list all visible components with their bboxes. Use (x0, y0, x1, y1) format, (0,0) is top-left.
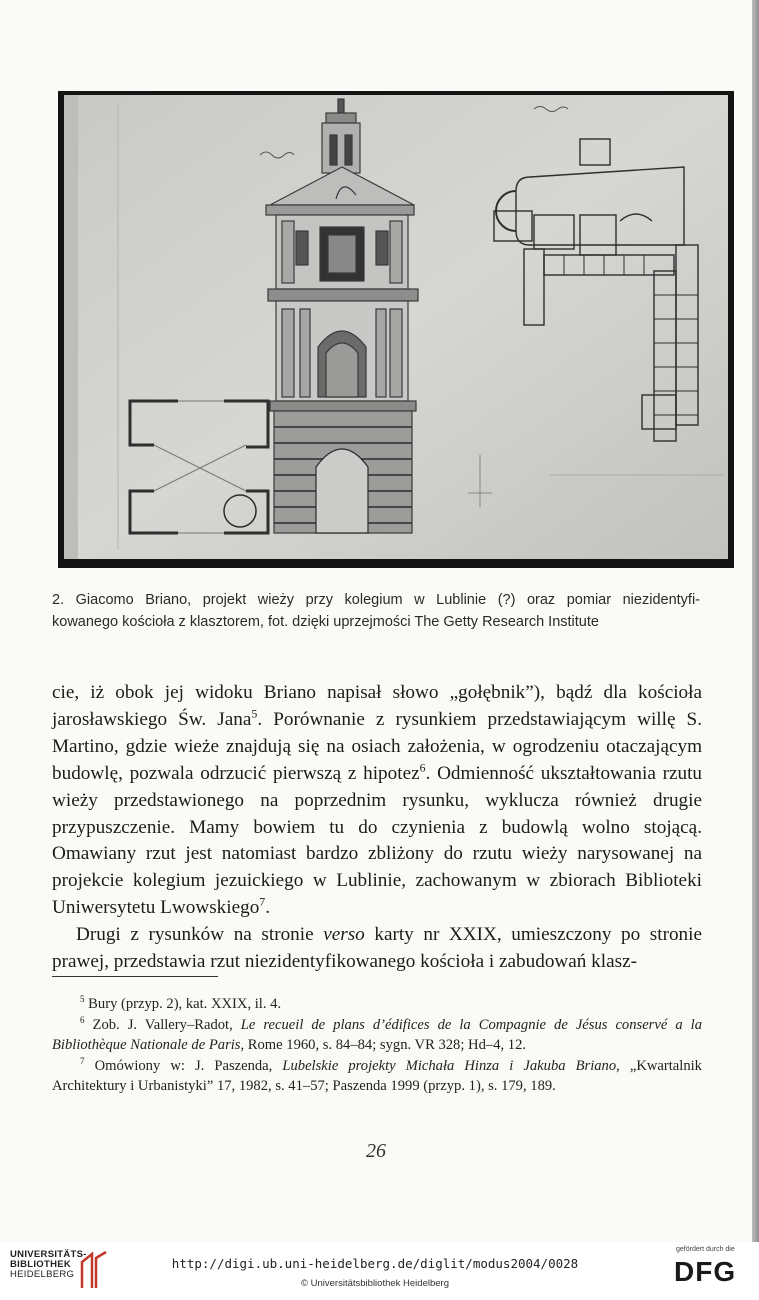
drawing-illustration (64, 95, 728, 559)
page-edge-shadow (752, 0, 759, 1242)
paragraph-1: cie, iż obok jej widoku Briano napisał słowo „gołębnik”), bądź dla kościoła jarosławskiego Św. Jana$^5$. Porównanie z rysunkiem przedstawiającym willę S. Martino, gdzie wieże znajdują się na osiach założenia, w ogrodzeniu otaczającym budowlę, pozwala odrzucić pierwszą z hipotez$^6$. Odmienność ukształtowania rzutu wieży przedstawionego na poprzednim rysunku, wyklucza również drugie przypuszczenie. Mamy bowiem tu do czynienia z budowlą wolno stojącą. Omawiany rzut jest natomiast bardzo zbliżony do rzutu wieży narysowanej na projekcie kolegium jezuickiego w Lublinie, zachowanym w zbiorach Biblioteki Uniwersytetu Lwowskiego$^7$. (52, 682, 703, 919)
paragraph-2: Drugi z rysunków na stronie verso karty nr XXIX, umieszczony po stronie prawej, przedstawia rzut niezidentyfikowanego kościoła i zabudowań klasz- (52, 924, 702, 973)
dfg-funding-note: gefördert durch die (676, 1246, 735, 1253)
figure-caption (52, 589, 700, 633)
dfg-logo: DFG (674, 1256, 737, 1287)
body-text (52, 680, 702, 976)
viewer-footer (0, 1242, 759, 1300)
footnote-ref-7[interactable]: 7 (259, 894, 266, 909)
ub-logo-icon (78, 1248, 108, 1292)
footnote-ref-5[interactable]: 5 (251, 706, 258, 721)
caption-line-2: kowanego kościoła z klasztorem, fot. dzięki uprzejmości The Getty Research Institute (52, 614, 599, 630)
copyright-notice: © Universitätsbibliothek Heidelberg (301, 1278, 449, 1289)
footnote-separator (52, 976, 218, 977)
footnote-5: $^5$ Bury (przyp. 2), kat. XXIX, il. 4. (80, 994, 282, 1012)
footnote-6: $^6$ Zob. J. Vallery–Radot, Le recueil de plans d’édifices de la Compagnie de Jésus conservé a la Bibliothèque Nationale de Paris, Rome 1960, s. 84–84; sygn. VR 328; Hd–4, 12. (52, 1014, 702, 1053)
ub-heidelberg-label: UNIVERSITÄTS- BIBLIOTHEK HEIDELBERG (10, 1249, 87, 1280)
footnote-ref-6[interactable]: 6 (419, 760, 426, 775)
page-number: 26 (366, 1140, 386, 1162)
footnote-7: $^7$ Omówiony w: J. Paszenda, Lubelskie projekty Michała Hinza i Jakuba Briano, „Kwartalnik Architektury i Urbanistyki” 17, 1982, s. 41–57; Paszenda 1999 (przyp. 1), s. 179, 189. (52, 1055, 702, 1094)
figure-photo-frame (58, 91, 734, 568)
caption-line-1: 2. Giacomo Briano, projekt wieży przy kolegium w Lublinie (?) oraz pomiar niezidentyfi- (52, 592, 700, 608)
permalink-url[interactable]: http://digi.ub.uni-heidelberg.de/diglit/modus2004/0028 (171, 1256, 579, 1271)
architectural-drawing-image (64, 95, 728, 559)
footnotes (52, 994, 702, 1097)
